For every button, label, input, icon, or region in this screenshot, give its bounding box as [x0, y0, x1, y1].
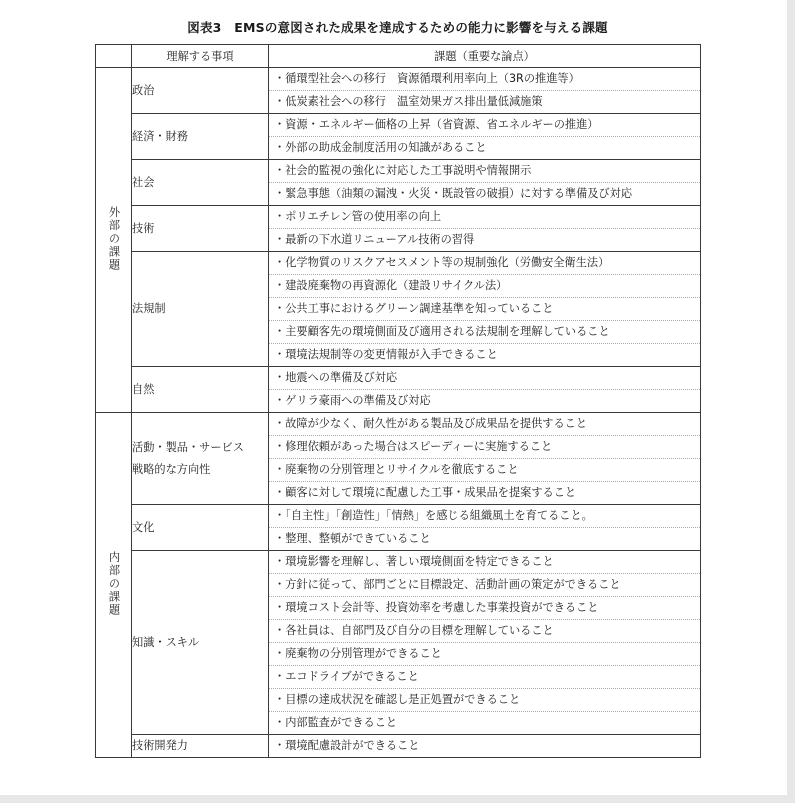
issue-item: ・化学物質のリスクアセスメント等の規制強化（労働安全衛生法）: [269, 252, 700, 275]
issue-item: ・方針に従って、部門ごとに目標設定、活動計画の策定ができること: [269, 574, 700, 597]
table-header-row: [96, 45, 701, 68]
issue-cell: [269, 68, 701, 114]
issue-cell: [269, 206, 701, 252]
matter-cell: [132, 252, 269, 367]
issue-item: ・最新の下水道リニューアル技術の習得: [274, 233, 475, 246]
issue-item: ・ポリエチレン管の使用率の向上: [269, 206, 700, 229]
issue-item: ・内部監査ができること: [274, 716, 398, 729]
issue-cell: [269, 160, 701, 206]
issue-item: ・エコドライブができること: [269, 666, 700, 689]
table-row: [96, 252, 701, 367]
table-row: [96, 551, 701, 735]
matter-label: 技術: [132, 221, 155, 235]
issue-item: ・顧客に対して環境に配慮した工事・成果品を提案すること: [274, 486, 577, 499]
matter-cell: [132, 160, 269, 206]
issue-item: ・廃棄物の分別管理ができること: [269, 643, 700, 666]
matter-label: 戦略的な方向性: [132, 462, 211, 476]
matter-label: 社会: [132, 175, 155, 189]
table-row: [96, 68, 701, 114]
table-body: [96, 68, 701, 758]
issue-item: ・「自主性」「創造性」「情熱」を感じる組織風土を育てること。: [269, 505, 700, 528]
issue-item: ・資源・エネルギー価格の上昇（省資源、省エネルギーの推進）: [269, 114, 700, 137]
header-issue: 課題（重要な論点）: [269, 45, 701, 68]
issue-item: ・環境法規制等の変更情報が入手できること: [274, 348, 498, 361]
issue-cell: [269, 735, 701, 758]
matter-cell: [132, 413, 269, 505]
issue-cell: [269, 367, 701, 413]
issue-cell: [269, 413, 701, 505]
figure-title: 図表3 EMSの意図された成果を達成するための能力に影響を与える課題: [187, 20, 608, 35]
header-blank-cell: [96, 45, 132, 68]
matter-cell: [132, 505, 269, 551]
matter-cell: [132, 735, 269, 758]
internal-issues-label-cell: [96, 413, 132, 758]
issue-item: ・故障が少なく、耐久性がある製品及び成果品を提供すること: [269, 413, 700, 436]
matter-label: 文化: [132, 520, 155, 534]
matter-cell: [132, 367, 269, 413]
section-label: 内部の課題: [107, 550, 121, 617]
matter-label: 知識・スキル: [132, 635, 200, 649]
matter-cell: [132, 68, 269, 114]
issue-item: ・緊急事態（油類の漏洩・火災・既設管の破損）に対する準備及び対応: [274, 187, 633, 200]
table-row: [96, 413, 701, 505]
table-row: [96, 160, 701, 206]
issue-item: ・地震への準備及び対応: [269, 367, 700, 390]
matter-label: 政治: [132, 83, 155, 97]
issue-item: ・主要顧客先の環境側面及び適用される法規制を理解していること: [269, 321, 700, 344]
table-row: [96, 505, 701, 551]
table-row: [96, 114, 701, 160]
issue-item: ・環境コスト会計等、投資効率を考慮した事業投資ができること: [269, 597, 700, 620]
issue-item: ・廃棄物の分別管理とリサイクルを徹底すること: [269, 459, 700, 482]
issue-item: ・低炭素社会への移行 温室効果ガス排出量低減施策: [274, 95, 543, 108]
matter-label: 経済・財務: [132, 129, 188, 143]
issue-item: ・社会的監視の強化に対応した工事説明や情報開示: [269, 160, 700, 183]
matter-label: 技術開発力: [132, 739, 188, 752]
issue-item: ・外部の助成金制度活用の知識があること: [274, 141, 487, 154]
matter-label: 法規制: [132, 302, 166, 315]
issues-table: [95, 44, 701, 758]
table-row: [96, 367, 701, 413]
external-issues-label-cell: [96, 68, 132, 413]
issue-item: ・建設廃棄物の再資源化（建設リサイクル法）: [269, 275, 700, 298]
matter-cell: [132, 114, 269, 160]
section-label: 外部の課題: [107, 205, 121, 272]
issue-item: ・環境影響を理解し、著しい環境側面を特定できること: [269, 551, 700, 574]
issue-item: ・循環型社会への移行 資源循環利用率向上（3Rの推進等）: [269, 68, 700, 91]
matter-label: 自然: [132, 382, 155, 396]
matter-label: 活動・製品・サービス: [132, 440, 244, 454]
matter-cell: [132, 551, 269, 735]
issue-item: ・整理、整頓ができていること: [274, 532, 431, 545]
issue-cell: [269, 551, 701, 735]
issue-item: ・各社員は、自部門及び自分の目標を理解していること: [269, 620, 700, 643]
issue-cell: [269, 252, 701, 367]
issue-cell: [269, 505, 701, 551]
issue-item: ・修理依頼があった場合はスピーディーに実施すること: [269, 436, 700, 459]
issue-item: ・目標の達成状況を確認し是正処置ができること: [269, 689, 700, 712]
issue-item: ・公共工事におけるグリーン調達基準を知っていること: [269, 298, 700, 321]
header-matter: 理解する事項: [132, 45, 269, 68]
issue-item: ・ゲリラ豪雨への準備及び対応: [274, 394, 431, 407]
issue-item: ・環境配慮設計ができること: [274, 739, 420, 752]
table-row: [96, 735, 701, 758]
table-row: [96, 206, 701, 252]
issue-cell: [269, 114, 701, 160]
matter-cell: [132, 206, 269, 252]
